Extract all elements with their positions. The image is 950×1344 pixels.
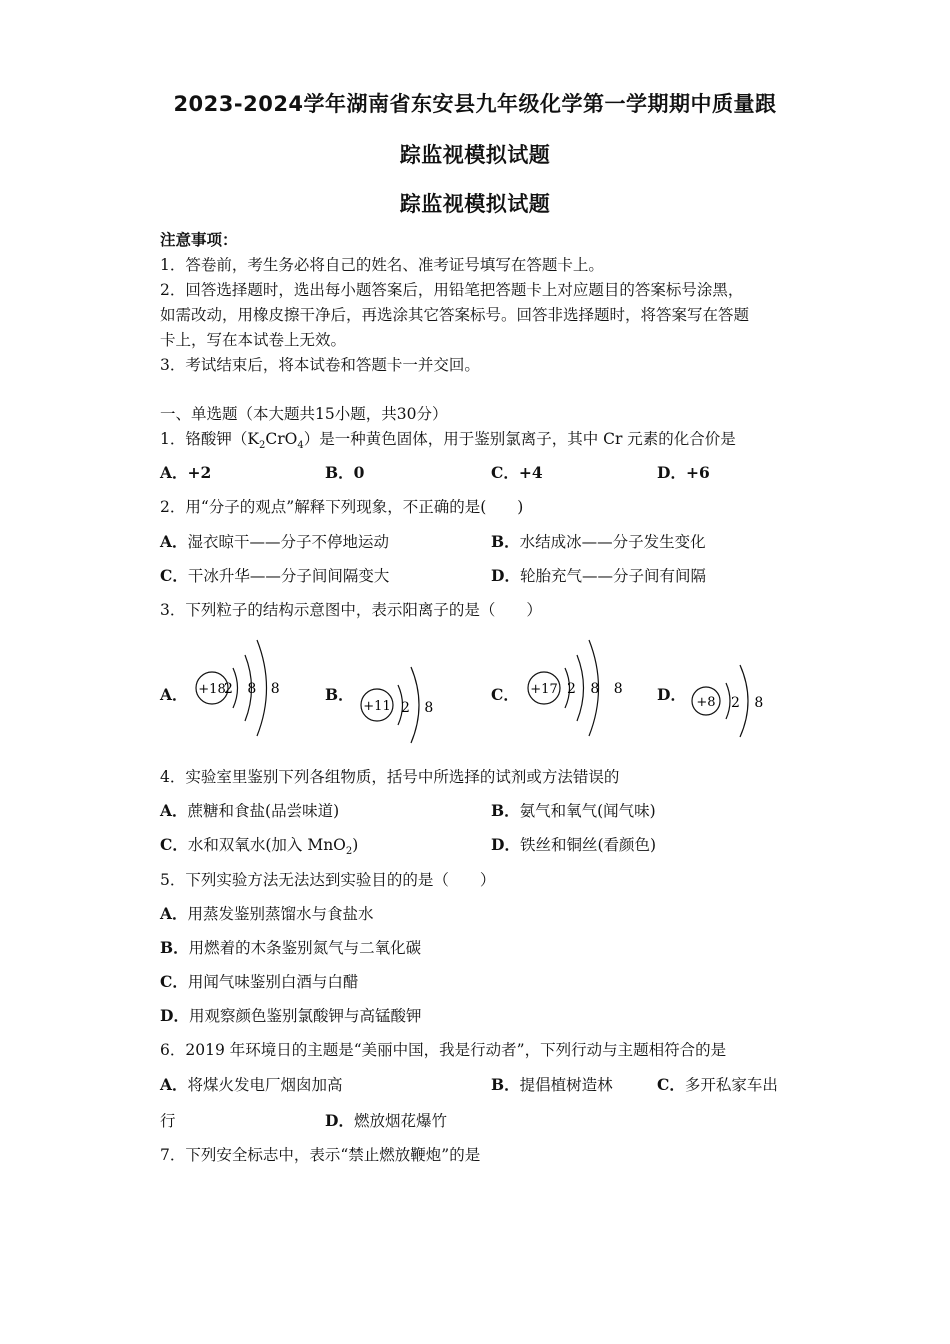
q3-option-a-label[interactable]: A． bbox=[160, 685, 188, 704]
exam-title-line3: 踪监视模拟试题 bbox=[399, 192, 551, 216]
q3-option-c-label[interactable]: C． bbox=[491, 685, 519, 704]
q3-atom-diagram-a bbox=[190, 630, 290, 754]
question-4-stem: 4．实验室里鉴别下列各组物质，括号中所选择的试剂或方法错误的 bbox=[160, 768, 620, 786]
q4-option-a[interactable]: A．蔗糖和食盐(品尝味道) bbox=[160, 801, 340, 820]
q2-option-c[interactable]: C．干冰升华——分子间间隔变大 bbox=[160, 566, 390, 585]
question-2-stem: 2．用“分子的观点”解释下列现象，不正确的是( ) bbox=[160, 498, 524, 516]
q2-option-d[interactable]: D．轮胎充气——分子间有间隔 bbox=[491, 566, 706, 585]
notice-heading: 注意事项： bbox=[160, 230, 238, 249]
q1-option-b[interactable]: B．0 bbox=[325, 463, 365, 482]
question-6-stem: 6．2019 年环境日的主题是“美丽中国，我是行动者”，下列行动与主题相符合的是 bbox=[160, 1041, 727, 1059]
q6-option-c-wrap: 行 bbox=[160, 1112, 176, 1130]
q4-option-b[interactable]: B．氨气和氧气(闻气味) bbox=[491, 801, 656, 820]
question-1-stem: 1．铬酸钾$(K_2CrO_4)$是一种黄色固体，用于鉴别氯离子，其中 Cr 元素的化合价是 bbox=[160, 430, 736, 452]
q4-option-d[interactable]: D．铁丝和铜丝(看颜色) bbox=[491, 835, 657, 854]
q1-option-a[interactable]: A．+2 bbox=[160, 463, 212, 482]
q3-option-b-label[interactable]: B． bbox=[325, 685, 354, 704]
q1-option-c[interactable]: C．+4 bbox=[491, 463, 543, 482]
nucleus-charge: +18 bbox=[198, 682, 226, 697]
notice-item-1: 1．答卷前，考生务必将自己的姓名、准考证号填写在答题卡上。 bbox=[160, 256, 604, 274]
q5-option-a[interactable]: A．用蒸发鉴别蒸馏水与食盐水 bbox=[160, 904, 374, 923]
q3-atom-diagram-d bbox=[688, 655, 778, 759]
q4-option-c[interactable]: C．水和双氧水(加入 MnO$_2$) bbox=[160, 835, 359, 858]
q6-option-b[interactable]: B．提倡植树造林 bbox=[491, 1075, 613, 1094]
electron-shell-1 bbox=[726, 683, 730, 719]
nucleus-charge: +8 bbox=[696, 695, 716, 710]
shell-electrons: 2 8 bbox=[401, 700, 439, 716]
question-7-stem: 7．下列安全标志中，表示“禁止燃放鞭炮”的是 bbox=[160, 1146, 481, 1164]
q1-option-d[interactable]: D．+6 bbox=[657, 463, 710, 482]
q6-option-c[interactable]: C．多开私家车出 bbox=[657, 1075, 778, 1094]
exam-title-line2: 踪监视模拟试题 bbox=[399, 143, 551, 167]
q2-option-b[interactable]: B．水结成冰——分子发生变化 bbox=[491, 532, 706, 551]
q6-option-a[interactable]: A．将煤火发电厂烟囱加高 bbox=[160, 1075, 343, 1094]
exam-title-line1: 2023-2024学年湖南省东安县九年级化学第一学期期中质量跟 bbox=[173, 92, 777, 116]
q3-option-d-label[interactable]: D． bbox=[657, 685, 686, 704]
shell-electrons: 2 8 8 bbox=[224, 681, 285, 697]
notice-item-2a: 2．回答选择题时，选出每小题答案后，用铅笔把答题卡上对应题目的答案标号涂黑， bbox=[160, 281, 744, 299]
question-3-stem: 3．下列粒子的结构示意图中，表示阳离子的是（ ） bbox=[160, 601, 542, 619]
q5-option-d[interactable]: D．用观察颜色鉴别氯酸钾与高锰酸钾 bbox=[160, 1006, 422, 1025]
notice-item-2c: 卡上，写在本试卷上无效。 bbox=[160, 331, 347, 349]
q3-atom-diagram-c bbox=[522, 630, 622, 754]
notice-item-2b: 如需改动，用橡皮擦干净后，再选涂其它答案标号。回答非选择题时，将答案写在答题 bbox=[160, 306, 750, 324]
q3-atom-diagram-b bbox=[355, 655, 445, 759]
q2-option-a[interactable]: A．湿衣晾干——分子不停地运动 bbox=[160, 532, 390, 551]
q5-option-c[interactable]: C．用闻气味鉴别白酒与白醋 bbox=[160, 972, 359, 991]
shell-electrons: 2 8 8 bbox=[567, 681, 622, 697]
nucleus-charge: +11 bbox=[363, 699, 391, 714]
q5-option-b[interactable]: B．用燃着的木条鉴别氮气与二氧化碳 bbox=[160, 938, 422, 957]
section-heading: 一、单选题（本大题共15小题，共30分） bbox=[160, 405, 448, 423]
q6-option-d[interactable]: D．燃放烟花爆竹 bbox=[325, 1111, 447, 1130]
question-5-stem: 5．下列实验方法无法达到实验目的的是（ ） bbox=[160, 871, 496, 889]
nucleus-charge: +17 bbox=[530, 682, 558, 697]
shell-electrons: 2 8 bbox=[731, 695, 769, 711]
notice-item-3: 3．考试结束后，将本试卷和答题卡一并交回。 bbox=[160, 356, 480, 374]
